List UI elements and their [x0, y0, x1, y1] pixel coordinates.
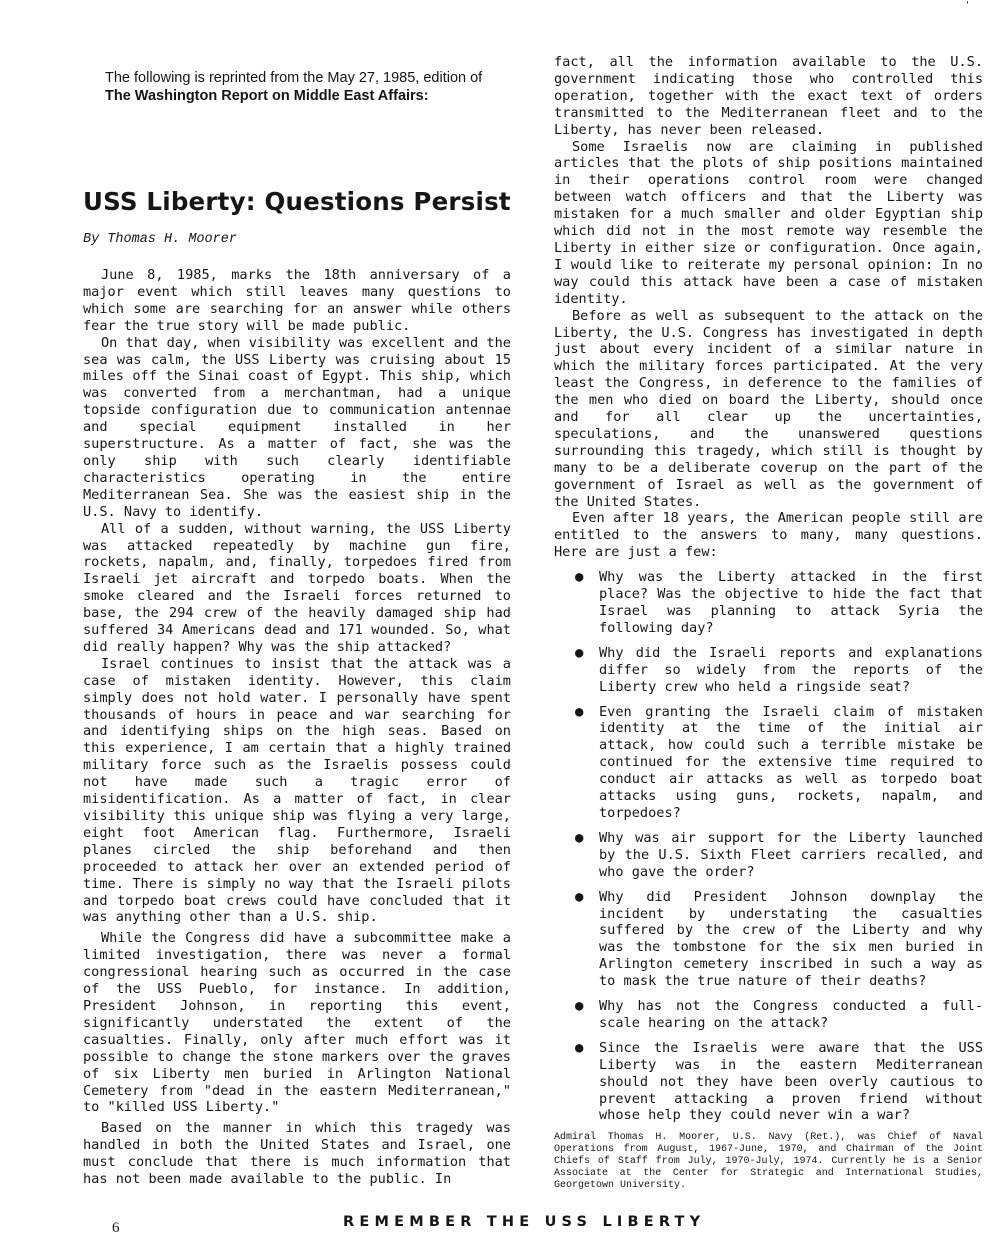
question-text: Why has not the Congress conducted a full-scale hearing on the attack? [599, 998, 983, 1031]
bullet-icon: ● [575, 888, 584, 905]
author-bio-note: Admiral Thomas H. Moorer, U.S. Navy (Ret.), was Chief of Naval Operations from August, 1967-June, 1970, and Chairman of the Joint Chiefs of Staff from July, 1970-July, 1974. Currently he is a Senior Associate at the Center for Strategic and International Studies, Georgetown University. [554, 1132, 983, 1191]
paragraph: While the Congress did have a subcommittee make a limited investigation, there was never a formal congressional hearing such as occurred in the case of the USS Pueblo, for instance. In addition, President Johnson, in reporting this event, significantly understated the extent of the casualties. Finally, only after much effort was it possible to change the stone markers over the graves of six Liberty men buried in Arlington National Cemetery from "dead in the eastern Mediterranean," to "killed USS Liberty." [83, 930, 511, 1116]
bullet-icon: ● [575, 1039, 584, 1056]
list-item [575, 703, 983, 822]
paragraph: Some Israelis now are claiming in published articles that the plots of ship positions maintained in their operations control room were changed between watch officers and that the Liberty was mistaken for a much smaller and older Egyptian ship which did not in the most remote way resemble the Liberty in either size or configuration. Once again, I would like to reiterate my personal opinion: In no way could this attack have been a case of mistaken identity. [554, 138, 983, 307]
question-text: Why was air support for the Liberty launched by the U.S. Sixth Fleet carriers recalled, and who gave the order? [599, 829, 983, 880]
bullet-icon: ● [575, 569, 584, 586]
right-column-body [554, 54, 983, 561]
page-number: 6 [112, 1220, 120, 1236]
left-column [83, 70, 511, 1188]
list-item [575, 829, 983, 881]
list-item [575, 888, 983, 990]
paragraph: On that day, when visibility was excellent and the sea was calm, the USS Liberty was cruising about 15 miles off the Sinai coast of Egypt. This ship, which was converted from a merchantman, had a unique topside configuration due to communication antennae and special equipment installed in her superstructure. As a matter of fact, she was the only ship with such clearly identifiable characteristics operating in the entire Mediterranean Sea. She was the easiest ship in the U.S. Navy to identify. [83, 334, 511, 520]
paragraph: June 8, 1985, marks the 18th anniversary of a major event which still leaves many questions to which some are searching for an answer while others fear the true story will be made public. [83, 267, 511, 334]
bullet-icon: ● [575, 644, 584, 661]
scan-mark: ' [966, 0, 969, 11]
byline: By Thomas H. Moorer [83, 232, 237, 247]
right-column [554, 54, 983, 1191]
left-column-body [83, 267, 511, 1188]
article-title: USS Liberty: Questions Persist [83, 187, 511, 216]
question-text: Since the Israelis were aware that the USS Liberty was in the eastern Mediterranean should not they have been overly cautious to prevent attacking a proven friend without whose help they could never win a war? [599, 1039, 983, 1124]
bullet-icon: ● [575, 998, 584, 1015]
paragraph: Before as well as subsequent to the attack on the Liberty, the U.S. Congress has investigated in depth just about every incident of a similar nature in which the military forces participated. At the very least the Congress, in deference to the families of the men who died on board the Liberty, should once and for all clear up the uncertainties, speculations, and the unanswered questions surrounding this tragedy, which still is thought by many to be a deliberate coverup on the part of the government of Israel as well as the government of the United States. [554, 307, 983, 510]
list-item [575, 1039, 983, 1125]
bullet-icon: ● [575, 703, 584, 720]
footer-publication-title: REMEMBER THE USS LIBERTY [343, 1214, 706, 1230]
paragraph: Based on the manner in which this tragedy was handled in both the United States and Israel, one must conclude that there is much information that has not been made available to the public. In [83, 1120, 511, 1188]
question-list [554, 569, 983, 1124]
publication-name: The Washington Report on Middle East Affairs: [105, 87, 429, 104]
question-text: Why did the Israeli reports and explanations differ so widely from the reports of the Liberty crew who held a ringside seat? [599, 644, 983, 695]
paragraph: All of a sudden, without warning, the USS Liberty was attacked repeatedly by machine gun fire, rockets, napalm, and, finally, torpedoes fired from Israeli jet aircraft and torpedo boats. When the smoke cleared and the Israeli forces returned to base, the 294 crew of the heavily damaged ship had suffered 34 Americans dead and 171 wounded. So, what did really happen? Why was the ship attacked? [83, 520, 511, 655]
list-item [575, 644, 983, 696]
reprint-intro: The following is reprinted from the May 27, 1985, edition of [105, 70, 483, 86]
paragraph: fact, all the information available to the U.S. government indicating those who controlled this operation, together with the exact text of orders transmitted to the Mediterranean fleet and to the Liberty, has never been released. [554, 54, 983, 138]
paragraph: Israel continues to insist that the attack was a case of mistaken identity. However, this claim simply does not hold water. I personally have spent thousands of hours in peace and war searching for and identifying ships on the high seas. Based on this experience, I am certain that a highly trained military force such as the Israelis possess could not have made such a tragic error of misidentification. As a matter of fact, in clear visibility this unique ship was flying a very large, eight foot American flag. Furthermore, Israeli planes circled the ship beforehand and then proceeded to attack her over an extended period of time. There is simply no way that the Israeli pilots and torpedo boat crews could have concluded that it was anything other than a U.S. ship. [83, 655, 511, 926]
question-text: Why was the Liberty attacked in the first place? Was the objective to hide the fact that Israel was planning to attack Syria the following day? [599, 569, 983, 636]
question-text: Even granting the Israeli claim of mistaken identity at the time of the initial air attack, how could such a terrible mistake be continued for the extensive time required to conduct air attacks as well as torpedo boat attacks using guns, rockets, napalm, and torpedoes? [599, 703, 983, 821]
reprint-note [105, 70, 505, 105]
question-text: Why did President Johnson downplay the incident by understating the casualties suffered by the crew of the Liberty and why was the tombstone for the six men buried in Arlington cemetery inscribed in such a way as to mask the true nature of their deaths? [599, 888, 983, 990]
list-item [575, 998, 983, 1032]
paragraph: Even after 18 years, the American people still are entitled to the answers to many, many questions. Here are just a few: [554, 510, 983, 561]
list-item [575, 569, 983, 637]
bullet-icon: ● [575, 829, 584, 846]
